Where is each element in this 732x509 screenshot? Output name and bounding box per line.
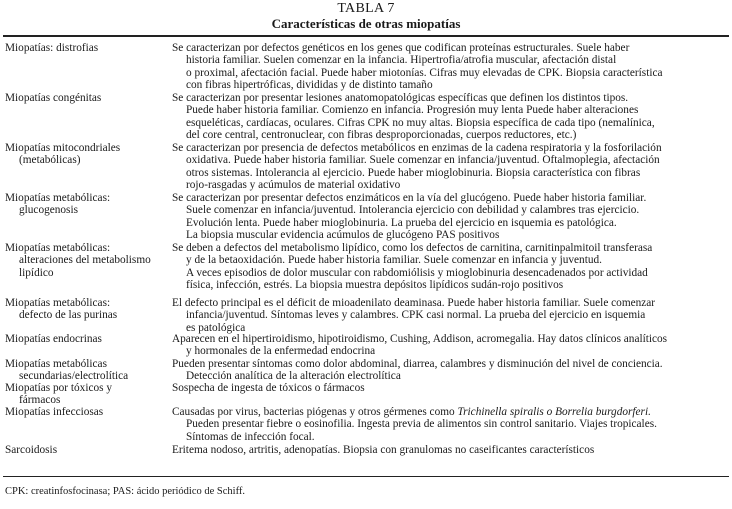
row-label <box>0 406 167 444</box>
row-label <box>0 42 167 92</box>
row-description <box>167 42 727 92</box>
row-description <box>167 192 727 242</box>
description-line: Se deben a defectos del metabolismo lipídico, como los defectos de carnitina, carnitinpalmitoil transferasa <box>172 242 653 254</box>
description-line: A veces episodios de dolor muscular con rabdomiólisis y mioglobinuria desencadenados por actividad <box>186 266 648 279</box>
description-line: rojo-rasgadas y acúmulos de material oxidativo <box>186 179 401 192</box>
table-row <box>0 297 732 333</box>
row-label <box>0 358 167 382</box>
table-title: Características de otras miopatías <box>271 16 461 31</box>
table-row <box>0 92 732 142</box>
row-label-line: Sarcoidosis <box>5 444 58 456</box>
row-label <box>0 382 167 406</box>
description-line: Se caracterizan por presentar defectos enzimáticos en la vía del glucógeno. Puede haber historia familiar. <box>172 192 647 204</box>
row-label <box>0 444 167 460</box>
description-line: o proximal, afectación facial. Puede haber miotonías. Cifras muy elevadas de CPK. Biopsia característica <box>186 66 663 79</box>
row-label <box>0 333 167 358</box>
row-label-line: (metabólicas) <box>19 154 81 167</box>
row-label-line: Miopatías mitocondriales <box>5 142 121 154</box>
table-row <box>0 382 732 406</box>
table-row <box>0 444 732 460</box>
table-bottom-rule <box>3 476 729 477</box>
description-line: Síntomas de infección focal. <box>186 430 315 443</box>
row-label-line: Miopatías por tóxicos y <box>5 382 112 394</box>
description-line: Evolución lenta. Puede haber mioglobinuria. La prueba del ejercicio en isquemia es patológica. <box>186 216 617 229</box>
description-line: La biopsia muscular evidencia acúmulos de glucógeno PAS positivos <box>186 229 500 242</box>
description-line: es patológica <box>186 321 246 334</box>
species-names: Trichinella spiralis o Borrelia burgdorferi. <box>457 406 651 418</box>
description-text: Causadas por virus, bacterias piógenas y otros gérmenes como <box>172 406 458 418</box>
row-description <box>167 297 727 333</box>
row-description <box>167 242 727 297</box>
table-row <box>0 142 732 192</box>
description-line: Se caracterizan por presentar lesiones anatomopatológicas específicas que definen los distintos tipos. <box>172 92 629 104</box>
row-label <box>0 192 167 242</box>
table-row <box>0 242 732 297</box>
row-description <box>167 358 727 382</box>
row-label-line: lipídico <box>19 266 54 279</box>
description-line: historia familiar. Suelen comenzar en la infancia. Hipertrofia/atrofia muscular, afectación distal <box>186 54 617 67</box>
table-row <box>0 192 732 242</box>
description-line: física, infección, estrés. La biopsia muestra depósitos lipídicos sudán-rojo positivos <box>186 279 564 292</box>
row-description <box>167 382 727 406</box>
description-line: oxidativa. Puede haber historia familiar. Suele comenzar en infancia/juventud. Oftalmoplegia, afectación <box>186 154 660 167</box>
row-label-line: alteraciones del metabolismo <box>19 254 151 267</box>
table-top-rule <box>3 35 729 37</box>
row-label <box>0 297 167 333</box>
description-line: Aparecen en el hipertiroidismo, hipotiroidismo, Cushing, Addison, acromegalia. Hay datos clínicos analíticos <box>172 333 668 345</box>
row-description <box>167 92 727 142</box>
description-line: con fibras hipertróficas, divididas y de distinto tamaño <box>186 79 433 92</box>
row-label-line: Miopatías infecciosas <box>5 406 104 418</box>
row-label-line: Miopatías metabólicas: <box>5 297 111 309</box>
description-line: y hormonales de la enfermedad endocrina <box>186 345 376 358</box>
table-body <box>0 42 732 460</box>
table-number: TABLA 7 <box>337 1 395 16</box>
row-label <box>0 142 167 192</box>
description-line: Pueden presentar síntomas como dolor abdominal, diarrea, calambres y disminución del nivel de conciencia. <box>172 358 663 370</box>
row-description <box>167 142 727 192</box>
row-label-line: Miopatías endocrinas <box>5 333 102 345</box>
row-label <box>0 242 167 297</box>
table-row <box>0 42 732 92</box>
row-label-line: fármacos <box>19 394 61 407</box>
row-label-line: Miopatías: distrofias <box>5 42 99 54</box>
description-line: infancia/juventud. Síntomas leves y calambres. CPK casi normal. La prueba del ejercicio en isquemia <box>186 309 646 322</box>
description-line: Se caracterizan por presencia de defectos metabólicos en enzimas de la cadena respiratoria y la fosforilación <box>172 142 662 154</box>
row-label-line: Miopatías metabólicas <box>5 358 107 370</box>
row-label-line: secundarias/electrolítica <box>19 370 129 383</box>
description-line: esqueléticas, cardíacas, oculares. Cifras CPK no muy altas. Biopsia específica de cada tipo (nemalínica, <box>186 116 655 129</box>
row-description <box>167 333 727 358</box>
description-line: del core central, centronuclear, con fibras desproporcionadas, cuerpos reductores, etc.) <box>186 129 577 142</box>
description-line: El defecto principal es el déficit de mioadenilato deaminasa. Puede haber historia familiar. Suele comenzar <box>172 297 656 309</box>
description-line: Sospecha de ingesta de tóxicos o fármacos <box>172 382 365 394</box>
description-line: Detección analítica de la alteración electrolítica <box>186 370 401 383</box>
table-footnote: CPK: creatinfosfocinasa; PAS: ácido periódico de Schiff. <box>5 486 245 497</box>
description-line: Se caracterizan por defectos genéticos en los genes que codifican proteínas estructurales. Suele haber <box>172 42 630 54</box>
description-line <box>172 406 727 418</box>
row-label-line: Miopatías metabólicas: <box>5 192 111 204</box>
row-label <box>0 92 167 142</box>
row-label-line: defecto de las purinas <box>19 309 118 322</box>
description-line: Suele comenzar en infancia/juventud. Intolerancia ejercicio con debilidad y calambres tras ejercicio. <box>186 204 640 217</box>
description-line: otros sistemas. Intolerancia al ejercicio. Puede haber mioglobinuria. Biopsia característica con fibras <box>186 166 641 179</box>
table-row <box>0 333 732 358</box>
row-description <box>167 406 727 444</box>
description-line: Puede haber historia familiar. Comienzo en infancia. Progresión muy lenta Puede haber alteraciones <box>186 104 639 117</box>
table-row <box>0 406 732 444</box>
row-label-line: Miopatías metabólicas: <box>5 242 111 254</box>
row-label-line: Miopatías congénitas <box>5 92 102 104</box>
table-row <box>0 358 732 382</box>
row-description <box>167 444 727 460</box>
description-line: Eritema nodoso, artritis, adenopatías. Biopsia con granulomas no caseificantes característicos <box>172 444 595 456</box>
row-label-line: glucogenosis <box>19 204 78 217</box>
description-line: y de la betaoxidación. Puede haber historia familiar. Suele comenzar en infancia y juventud. <box>186 254 602 267</box>
description-line: Pueden presentar fiebre o eosinofilia. Ingesta previa de alimentos sin control sanitario. Viajes tropicales. <box>186 418 657 431</box>
